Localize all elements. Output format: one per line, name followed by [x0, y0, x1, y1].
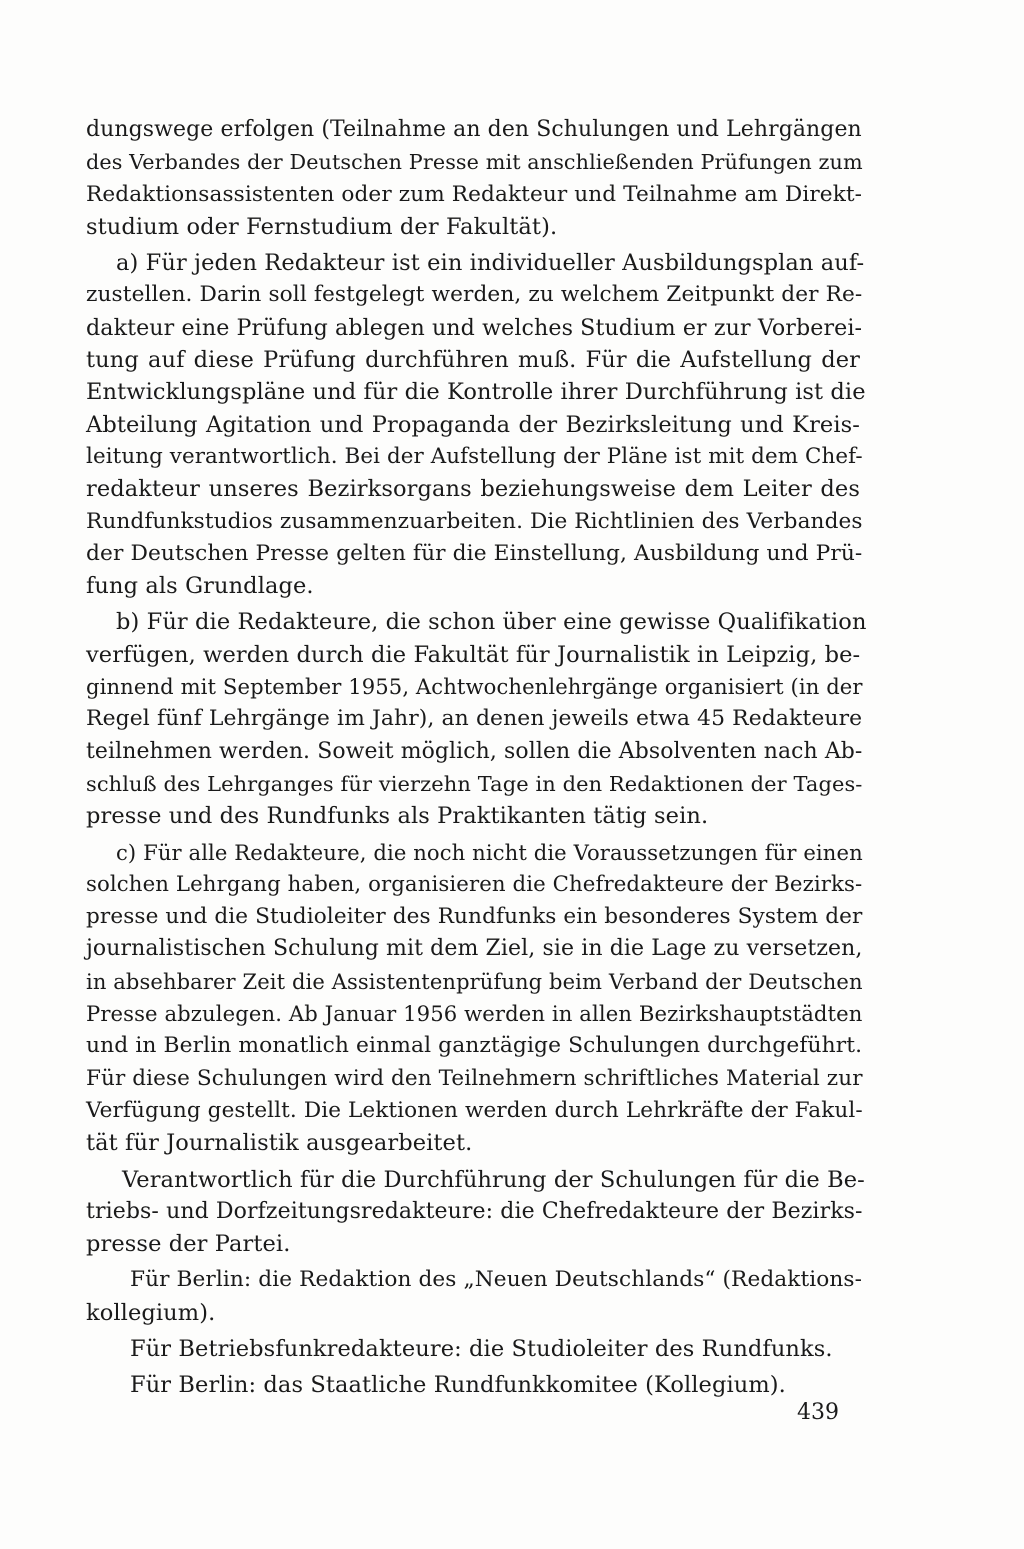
text-line: Für Berlin: die Redaktion des „Neuen Deutschlands“ (Redaktions-: [130, 1267, 863, 1293]
text-line: des Verbandes der Deutschen Presse mit anschließenden Prüfungen zum: [86, 150, 863, 175]
text-line: presse der Partei.: [86, 1231, 291, 1258]
text-line: fung als Grundlage.: [86, 573, 314, 600]
text-line: Rundfunkstudios zusammenzuarbeiten. Die Richtlinien des Verbandes: [86, 508, 863, 534]
text-line: presse und des Rundfunks als Praktikanten tätig sein.: [86, 803, 709, 830]
text-line: zustellen. Darin soll festgelegt werden, zu welchem Zeitpunkt der Re-: [86, 282, 863, 308]
text-line: und in Berlin monatlich einmal ganztägige Schulungen durchgeführt.: [86, 1033, 863, 1059]
text-line: presse und die Studioleiter des Rundfunks ein besonderes System der: [86, 904, 863, 930]
text-line: Entwicklungspläne und für die Kontrolle ihrer Durchführung ist die: [86, 379, 866, 406]
text-line: tung auf diese Prüfung durchführen muß. Für die Aufstellung der: [86, 347, 860, 374]
text-line: verfügen, werden durch die Fakultät für Journalistik in Leipzig, be-: [86, 641, 861, 668]
text-line: kollegium).: [86, 1299, 216, 1326]
text-line: Für Betriebsfunkredakteure: die Studioleiter des Rundfunks.: [130, 1335, 833, 1362]
text-line: ginnend mit September 1955, Achtwochenlehrgänge organisiert (in der: [86, 674, 863, 700]
text-line: tät für Journalistik ausgearbeitet.: [86, 1130, 473, 1157]
text-line: Verantwortlich für die Durchführung der Schulungen für die Be-: [122, 1166, 865, 1193]
text-line: c) Für alle Redakteure, die noch nicht die Voraussetzungen für einen: [116, 839, 863, 865]
text-line: dakteur eine Prüfung ablegen und welches Studium er zur Vorberei-: [86, 314, 863, 341]
text-line: Abteilung Agitation und Propaganda der Bezirksleitung und Kreis-: [86, 411, 860, 438]
text-line: Für Berlin: das Staatliche Rundfunkkomitee (Kollegium).: [130, 1372, 786, 1399]
text-line: teilnehmen werden. Soweit möglich, sollen die Absolventen nach Ab-: [86, 738, 863, 764]
text-line: in absehbarer Zeit die Assistentenprüfung beim Verband der Deutschen: [86, 968, 863, 994]
text-line: der Deutschen Presse gelten für die Einstellung, Ausbildung und Prü-: [86, 540, 863, 566]
text-line: Für diese Schulungen wird den Teilnehmern schriftliches Material zur: [86, 1065, 863, 1091]
page-number: 439: [797, 1400, 839, 1425]
text-line: dungswege erfolgen (Teilnahme an den Schulungen und Lehrgängen: [86, 117, 862, 142]
body-text: [86, 114, 867, 1402]
text-line: journalistischen Schulung mit dem Ziel, sie in die Lage zu versetzen,: [86, 936, 863, 962]
text-line: triebs- und Dorfzeitungsredakteure: die Chefredakteure der Bezirks-: [86, 1198, 863, 1224]
text-line: a) Für jeden Redakteur ist ein individueller Ausbildungsplan auf-: [116, 250, 865, 277]
text-line: studium oder Fernstudium der Fakultät).: [86, 213, 558, 240]
text-line: Presse abzulegen. Ab Januar 1956 werden in allen Bezirkshauptstädten: [86, 1001, 863, 1027]
text-line: Regel fünf Lehrgänge im Jahr), an denen jeweils etwa 45 Redakteure: [86, 706, 863, 732]
text-line: leitung verantwortlich. Bei der Aufstellung der Pläne ist mit dem Chef-: [86, 443, 863, 469]
text-line: b) Für die Redakteure, die schon über eine gewisse Qualifikation: [116, 609, 867, 636]
text-line: schluß des Lehrganges für vierzehn Tage in den Redaktionen der Tages-: [86, 771, 863, 796]
text-line: solchen Lehrgang haben, organisieren die Chefredakteure der Bezirks-: [86, 871, 863, 897]
text-line: Redaktionsassistenten oder zum Redakteur und Teilnahme am Direkt-: [86, 181, 863, 207]
text-line: redakteur unseres Bezirksorgans beziehungsweise dem Leiter des: [86, 476, 860, 503]
text-line: Verfügung gestellt. Die Lektionen werden durch Lehrkräfte der Fakul-: [86, 1097, 863, 1123]
